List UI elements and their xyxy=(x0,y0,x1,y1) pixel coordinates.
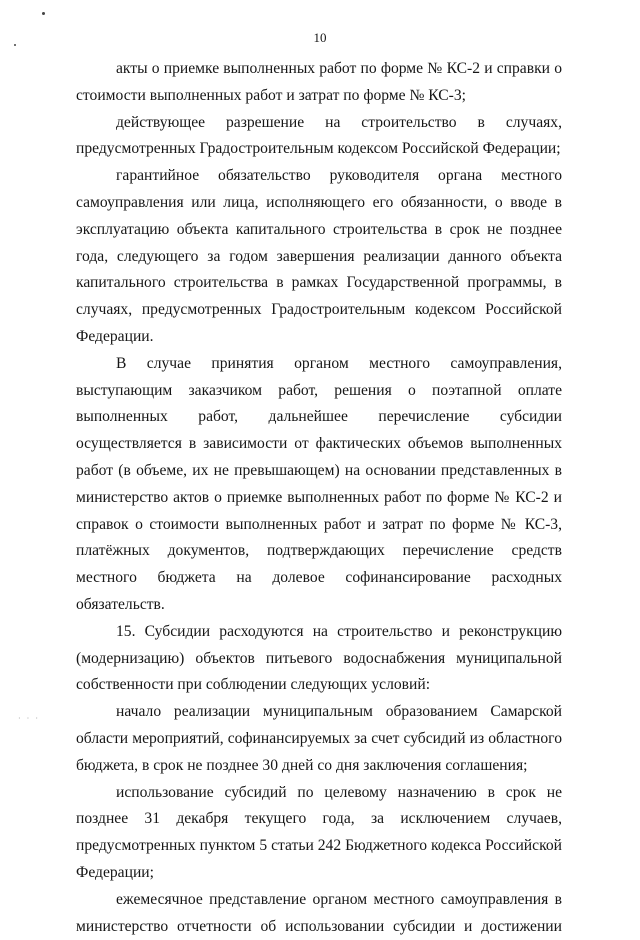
paragraph-start-condition: начало реализации муниципальным образованием Самарской области мероприятий, софинансируемых за счет субсидий из областного бюджета, в срок не позднее 30 дней со дня заключения соглашения; xyxy=(76,703,562,774)
paragraph-clause-15: 15. Субсидии расходуются на строительство и реконструкцию (модернизацию) объектов питьевого водоснабжения муниципальной собственности при соблюдении следующих условий: xyxy=(76,622,562,694)
paragraph-monthly-report: ежемесячное представление органом местного самоуправления в министерство отчетности об использовании субсидии и достижении xyxy=(76,890,562,935)
paragraph-staged-payment: В случае принятия органом местного самоуправления, выступающим заказчиком работ, решения о поэтапной оплате выполненных работ, дальнейшее перечисление субсидии осуществляется в зависимости от фактических объемов выполненных работ (в объеме, их не превышающем) на основании представленных в министерство актов о приемке выполненных работ по форме № КС-2 и справок о стоимости выполненных работ и затрат по форме № КС-3, платёжных документов, подтверждающих перечисление средств местного бюджета на долевое софинансирование расходных обязательств. xyxy=(76,354,562,613)
paragraph-guarantee: гарантийное обязательство руководителя органа местного самоуправления или лица, исполняющего его обязанности, о вводе в эксплуатацию объекта капитального строительства в срок не позднее года, следующего за годом завершения реализации данного объекта капитального строительства в рамках Государственной программы, в случаях, предусмотренных Градостроительным кодексом Российской Федерации. xyxy=(76,167,562,345)
paragraph-use-condition: использование субсидий по целевому назначению в срок не позднее 31 декабря текущего года, за исключением случаев, предусмотренных пунктом 5 статьи 242 Бюджетного кодекса Российской Федерации; xyxy=(76,783,562,881)
scan-speck xyxy=(42,12,45,15)
paragraph-building-permit: действующее разрешение на строительство в случаях, предусмотренных Градостроительным кодексом Российской Федерации; xyxy=(76,113,562,158)
paragraph-act-ks2: акты о приемке выполненных работ по форме № КС-2 и справки о стоимости выполненных работ и затрат по форме № КС-3; xyxy=(76,60,562,104)
page-number: 10 xyxy=(313,30,327,45)
document-body xyxy=(76,56,562,940)
margin-mark: · · · xyxy=(18,714,40,723)
